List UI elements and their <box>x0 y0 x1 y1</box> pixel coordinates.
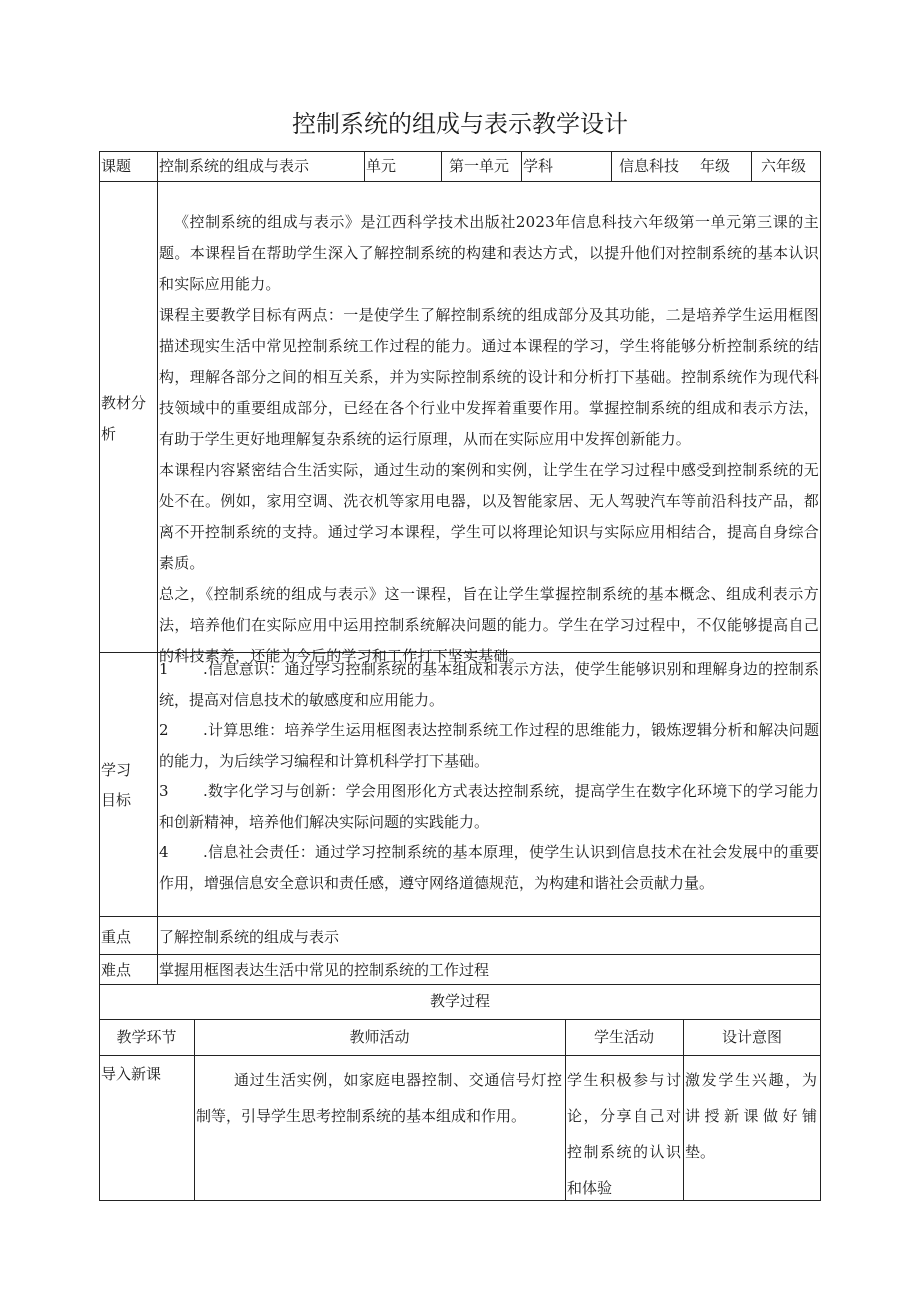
analysis-paragraph: 本课程内容紧密结合生活实际，通过生动的案例和实例，让学生在学习过程中感受到控制系统的无处不在。例如，家用空调、洗衣机等家用电器，以及智能家居、无人驾驶汽车等前沿科技产品，都离不开控制系统的支持。通过学习本课程，学生可以将理论知识与实际应用相结合，提高自身综合素质。 <box>159 461 819 572</box>
goals-label-line1: 学习 <box>101 761 132 779</box>
key-point-value: 了解控制系统的组成与表示 <box>159 928 340 946</box>
subject-label: 学科 <box>523 157 554 175</box>
row-teacher-activity: 通过生活实例，如家庭电器控制、交通信号灯控制等，引导学生思考控制系统的基本组成和作用。 <box>196 1071 562 1125</box>
analysis-paragraph: 课程主要教学目标有两点：一是使学生了解控制系统的组成部分及其功能，二是培养学生运用框图描述现实生活中常见控制系统工作过程的能力。通过本课程的学习，学生将能够分析控制系统的结构，理解各部分之间的相互关系，并为实际控制系统的设计和分析打下基础。控制系统作为现代科技领域中的重要组成部分，已经在各个行业中发挥着重要作用。掌握控制系统的组成和表示方法，有助于学生更好地理解复杂系统的运行原理，从而在实际应用中发挥创新能力。 <box>159 306 819 448</box>
process-title: 教学过程 <box>429 992 490 1010</box>
analysis-text <box>159 207 819 672</box>
analysis-paragraph: 总之，《控制系统的组成与表示》这一课程，旨在让学生掌握控制系统的基本概念、组成利表示方法，培养他们在实际应用中运用控制系统解决问题的能力。学生在学习过程中，不仅能够提高自己的科技素养，还能为今后的学习和工作打下坚实基础。 <box>159 585 819 665</box>
header-stage: 教学环节 <box>116 1028 177 1046</box>
goal-item <box>159 654 819 716</box>
goal-item <box>159 776 819 838</box>
course-label: 课题 <box>101 157 132 175</box>
header-intent: 设计意图 <box>721 1028 782 1046</box>
unit-value: 第一单元 <box>449 157 510 175</box>
unit-label: 单元 <box>366 157 397 175</box>
analysis-paragraph: 《控制系统的组成与表示》是江西科学技术出版社2023年信息科技六年级第一单元第三课的主题。本课程旨在帮助学生深入了解控制系统的构建和表达方式，以提升他们对控制系统的基本认识和实际应用能力。 <box>159 213 819 293</box>
row-design-intent: 激发学生兴趣，为讲授新课做好铺垫。 <box>685 1071 817 1161</box>
goal-number: 3 <box>159 782 169 800</box>
goals-label-line2: 目标 <box>101 791 132 809</box>
goal-text: .计算思维：培养学生运用框图表达控制系统工作过程的思维能力，锻炼逻辑分析和解决问题的能力，为后续学习编程和计算机科学打下基础。 <box>159 721 819 770</box>
key-point-label: 重点 <box>101 928 132 946</box>
row-stage: 导入新课 <box>101 1065 162 1083</box>
goal-number: 1 <box>159 660 169 678</box>
analysis-label-line1: 教材分 <box>101 394 147 412</box>
goal-number: 4 <box>159 843 169 861</box>
difficulty-value: 掌握用框图表达生活中常见的控制系统的工作过程 <box>159 961 490 979</box>
goal-item <box>159 837 819 899</box>
goal-number: 2 <box>159 721 169 739</box>
grade-value: 六年级 <box>761 157 807 175</box>
grade-label: 年级 <box>700 157 731 175</box>
header-teacher: 教师活动 <box>349 1028 410 1046</box>
goal-text: .数字化学习与创新：学会用图形化方式表达控制系统，提高学生在数字化环境下的学习能力和创新精神，培养他们解决实际问题的实践能力。 <box>159 782 819 831</box>
difficulty-label: 难点 <box>101 961 132 979</box>
goal-text: .信息意识：通过学习控制系统的基本组成和表示方法，使学生能够识别和理解身边的控制系统，提高对信息技术的敏感度和应用能力。 <box>159 660 819 709</box>
course-value: 控制系统的组成与表示 <box>159 157 310 175</box>
page-title: 控制系统的组成与表示教学设计 <box>292 110 628 138</box>
header-student: 学生活动 <box>593 1028 654 1046</box>
row-student-activity: 学生积极参与讨论，分享自己对控制系统的认识和体验 <box>567 1071 681 1197</box>
subject-value: 信息科技 <box>619 157 680 175</box>
goal-text: .信息社会责任：通过学习控制系统的基本原理，使学生认识到信息技术在社会发展中的重要作用，增强信息安全意识和责任感，遵守网络道德规范，为构建和谐社会贡献力量。 <box>159 843 819 892</box>
analysis-label-line2: 析 <box>101 425 117 443</box>
goal-item <box>159 715 819 777</box>
